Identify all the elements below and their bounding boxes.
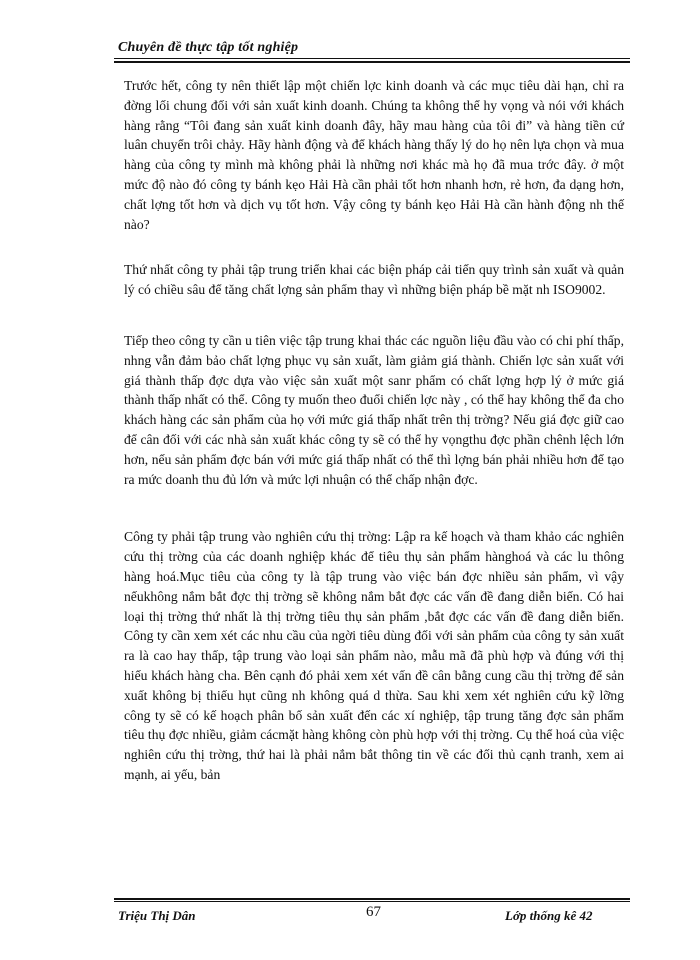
page-header-title: Chuyên đề thực tập tốt nghiệp (118, 40, 299, 55)
footer-author: Triệu Thị Dân (118, 908, 196, 923)
page-number: 67 (366, 904, 381, 920)
paragraph-4: Công ty phải tập trung vào nghiên cứu thị trờng: Lập ra kế hoạch và tham khảo các nghiên cứu thị trờng của các doanh nghiệp khác để tiêu thụ sản phẩm hànghoá và các lu thông hàng hoá.Mục tiêu của công ty là tập trung vào việc bán đợc nhiều sản phẩm, vì vậy nếukhông nắm bắt đợc thị trờng sẽ không nắm bắt đợc các vấn đề đang diễn biến. Có hai loại thị trờng thứ nhất là thị trờng tiêu thụ sản phẩm ,bắt đợc các vấn đề đang diễn biến. Công ty cần xem xét các nhu cầu của ngời tiêu dùng đối với sản phẩm của công ty sản xuất ra là cao hay thấp, tập trung vào loại sản phẩm nào, mẫu mã đã phù hợp và đúng với thị hiếu khách hàng cha. Bên cạnh đó phải xem xét vấn đề cân bằng cung cầu thị trờng để sản xuất không bị thiếu hụt cũng nh không quá d thừa. Sau khi xem xét nghiên cứu kỹ lỡng công ty sẽ có kế hoạch phân bố sản xuất đến các xí nghiệp, tập trung tăng đợc sản phẩm tiêu thụ đợc nhiều, giảm cácmặt hàng không còn phù hợp với thị trờng. Cụ thể hoá của việc nghiên cứu thị trờng, thứ hai là phải nắm bắt thông tin về các đối thủ cạnh tranh, xem ai mạnh, ai yếu, bản (124, 529, 624, 782)
header-divider (114, 58, 630, 59)
paragraph-1: Trước hết, công ty nên thiết lập một chiến lợc kinh doanh và các mục tiêu dài hạn, chỉ ra đờng lối chung đối với sản xuất kinh doanh. Chúng ta không thể hy vọng và nói với khách hàng rằng “Tôi đang sản xuất kinh doanh đây, hãy mau hàng của tôi đi” và hàng tiền cứ luân chuyển trôi chảy. Hãy hành động và để khách hàng thấy lý do họ nên lựa chọn và mua hàng của công ty mình mà không phải là những nơi khác mà họ đã mua trớc đây. ở một mức độ nào đó công ty bánh kẹo Hải Hà cần phải tốt hơn nhanh hơn, rẻ hơn, đa dạng hơn, chất lợng tốt hơn và dịch vụ tốt hơn. Vậy công ty bánh kẹo Hải Hà cần hành động nh thế nào? (124, 78, 624, 232)
paragraph-2: Thứ nhất công ty phải tập trung triển khai các biện pháp cải tiến quy trình sản xuất và quản lý có chiều sâu để tăng chất lợng sản phẩm thay vì những biện pháp bề mặt nh ISO9002. (124, 262, 624, 298)
header-divider-thick (114, 61, 630, 63)
footer-divider (114, 901, 630, 902)
document-body (124, 76, 624, 811)
footer-divider-thick (114, 898, 630, 900)
footer-class: Lớp thống kê 42 (505, 908, 593, 923)
paragraph-3: Tiếp theo công ty cần u tiên việc tập trung khai thác các nguồn liệu đầu vào có chi phí thấp, nhng vẫn đảm bảo chất lợng phục vụ sản xuất, làm giảm giá thành. Chiến lợc sản xuất với giá thành thấp đợc dựa vào việc sản xuất một sanr phẩm có chất lợng hợp lý ở mức giá thành thấp nhất có thể. Công ty muốn theo đuổi chiến lợc này , có thể hay không thể đa cho khách hàng các sản phẩm của họ với mức giá thấp nhất trên thị trờng? Nếu giá đợc giữ cao để cân đối với các nhà sản xuất khác công ty sẽ có thể hy vọngthu đợc phần chênh lệch lớn hơn, nếu sản phẩm đợc bán với mức giá thấp nhất có thể thì lợng bán phải nhiều hơn để tạo ra mức doanh thu đủ lớn và mức lợi nhuận có thể chấp nhận đợc. (124, 332, 624, 487)
